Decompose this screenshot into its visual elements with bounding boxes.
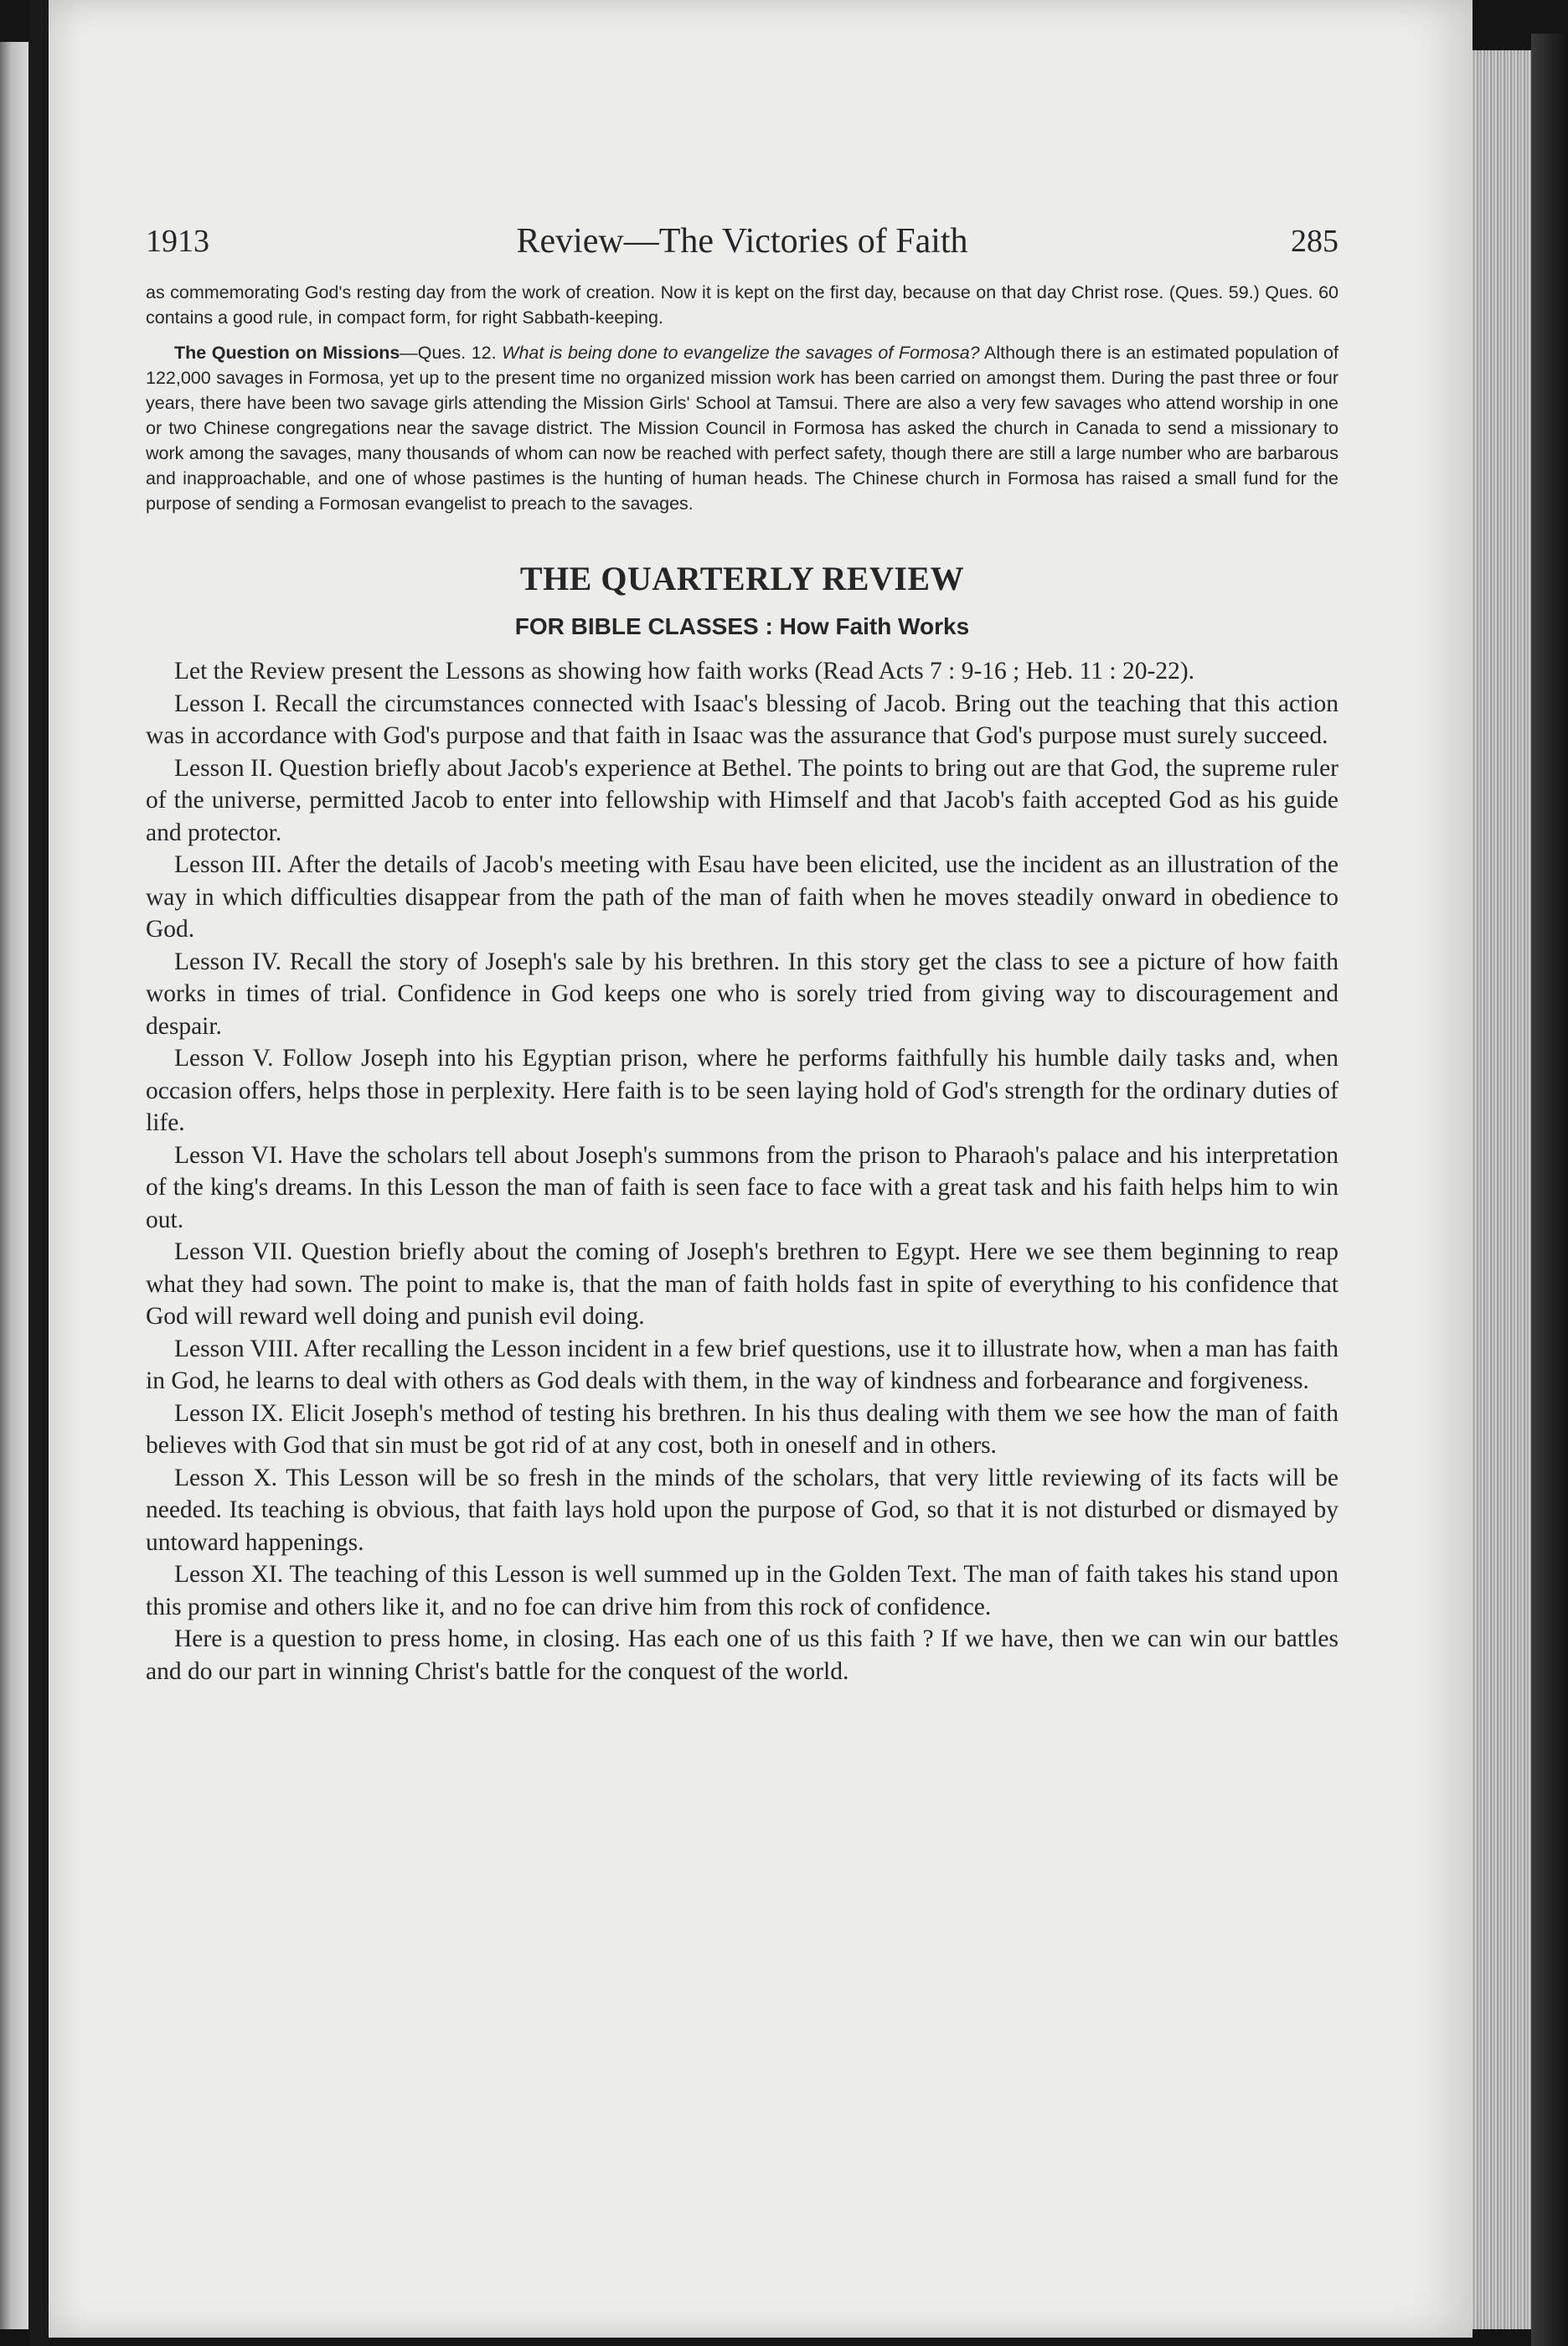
running-head xyxy=(146,214,1338,268)
lesson-10-paragraph: Lesson X. This Lesson will be so fresh in the minds of the scholars, that very little reviewing of its facts will be needed. Its teaching is obvious, that faith lays hold upon the purpose of God, so that it is not disturbed or dismayed by untoward happenings. xyxy=(146,1464,1338,1556)
book-gutter xyxy=(28,0,49,2346)
facing-page-edge xyxy=(0,42,28,2329)
missions-question: What is being done to evangelize the savages of Formosa? xyxy=(502,343,980,363)
lesson-3-paragraph: Lesson III. After the details of Jacob's meeting with Esau have been elicited, use the incident as an illustration of the way in which difficulties disappear from the path of the man of faith when he moves steadily onward in obedience to God. xyxy=(146,851,1338,943)
opening-paragraph: as commemorating God's resting day from the work of creation. Now it is kept on the first day, because on that day Christ rose. (Ques. 59.) Ques. 60 contains a good rule, in compact form, for right Sabbath-keeping. xyxy=(146,282,1338,328)
book-edge-shadow xyxy=(1531,34,1568,2346)
lesson-8-paragraph: Lesson VIII. After recalling the Lesson incident in a few brief questions, use it to illustrate how, when a man has faith in God, he learns to deal with others as God deals with them, in the way of kindness and forbearance and forgiveness. xyxy=(146,1335,1338,1394)
lesson-2-paragraph: Lesson II. Question briefly about Jacob's experience at Bethel. The points to bring out are that God, the supreme ruler of the universe, permitted Jacob to enter into fellowship with Himself and that Jacob's faith accepted God as his guide and protector. xyxy=(146,754,1338,846)
page-content xyxy=(146,214,1338,1687)
missions-paragraph xyxy=(146,340,1338,516)
lesson-9-paragraph: Lesson IX. Elicit Joseph's method of testing his brethren. In his thus dealing with them we see how the man of faith believes with God that sin must be got rid of at any cost, both in oneself and in others. xyxy=(146,1399,1338,1459)
page-number: 285 xyxy=(1291,224,1338,259)
book-page xyxy=(49,0,1473,2338)
missions-question-ref: —Ques. 12. xyxy=(400,343,497,363)
quarterly-review-subtitle xyxy=(146,610,1338,643)
running-head-year: 1913 xyxy=(146,224,209,259)
book-page-edges xyxy=(1473,50,1531,2329)
subtitle-prefix: FOR BIBLE CLASSES : xyxy=(514,613,773,639)
lesson-7-paragraph: Lesson VII. Question briefly about the coming of Joseph's brethren to Egypt. Here we see them beginning to reap what they had sown. The point to make is, that the man of faith holds fast in spite of everything to his confidence that God will reward well doing and punish evil doing. xyxy=(146,1238,1338,1330)
lesson-4-paragraph: Lesson IV. Recall the story of Joseph's sale by his brethren. In this story get the class to see a picture of how faith works in times of trial. Confidence in God keeps one who is sorely tried from giving way to discouragement and despair. xyxy=(146,948,1338,1040)
closing-paragraph: Here is a question to press home, in closing. Has each one of us this faith ? If we have, then we can win our battles and do our part in winning Christ's battle for the conquest of the world. xyxy=(146,1625,1338,1685)
missions-lead-in: The Question on Missions xyxy=(174,343,400,363)
missions-text: Although there is an estimated population of 122,000 savages in Formosa, yet up to the present time no organized mission work has been carried on amongst them. During the past three or four years, there have been two savage girls attending the Mission Girls' School at Tamsui. There are also a very few savages who attend worship in one or two Chinese congregations near the savage district. The Mission Council in Formosa has asked the church in Canada to send a missionary to work among the savages, many thousands of whom can now be reached with perfect safety, though there are still a large number who are barbarous and inapproachable, and one of whose pastimes is the hunting of human heads. The Chinese church in Formosa has raised a small fund for the purpose of sending a Formosan evangelist to preach to the savages. xyxy=(146,343,1338,514)
lesson-11-paragraph: Lesson XI. The teaching of this Lesson is well summed up in the Golden Text. The man of faith takes his stand upon this promise and others like it, and no foe can drive him from this rock of confidence. xyxy=(146,1561,1338,1620)
lesson-5-paragraph: Lesson V. Follow Joseph into his Egyptian prison, where he performs faithfully his humble daily tasks and, when occasion offers, helps those in perplexity. Here faith is to be seen laying hold of God's strength for the ordinary duties of life. xyxy=(146,1045,1338,1136)
quarterly-review-title: THE QUARTERLY REVIEW xyxy=(519,560,965,597)
subtitle-rest: How Faith Works xyxy=(779,613,970,639)
review-intro-paragraph: Let the Review present the Lessons as showing how faith works (Read Acts 7 : 9-16 ; Heb. 11 : 20-22). xyxy=(174,658,1195,685)
running-head-title: Review—The Victories of Faith xyxy=(516,222,968,261)
lesson-6-paragraph: Lesson VI. Have the scholars tell about Joseph's summons from the prison to Pharaoh's palace and his interpretation of the king's dreams. In this Lesson the man of faith is seen face to face with a great task and his faith helps him to win out. xyxy=(146,1141,1338,1233)
lesson-1-paragraph: Lesson I. Recall the circumstances connected with Isaac's blessing of Jacob. Bring out the teaching that this action was in accordance with God's purpose and that faith in Isaac was the assurance that God's purpose must surely succeed. xyxy=(146,690,1338,749)
